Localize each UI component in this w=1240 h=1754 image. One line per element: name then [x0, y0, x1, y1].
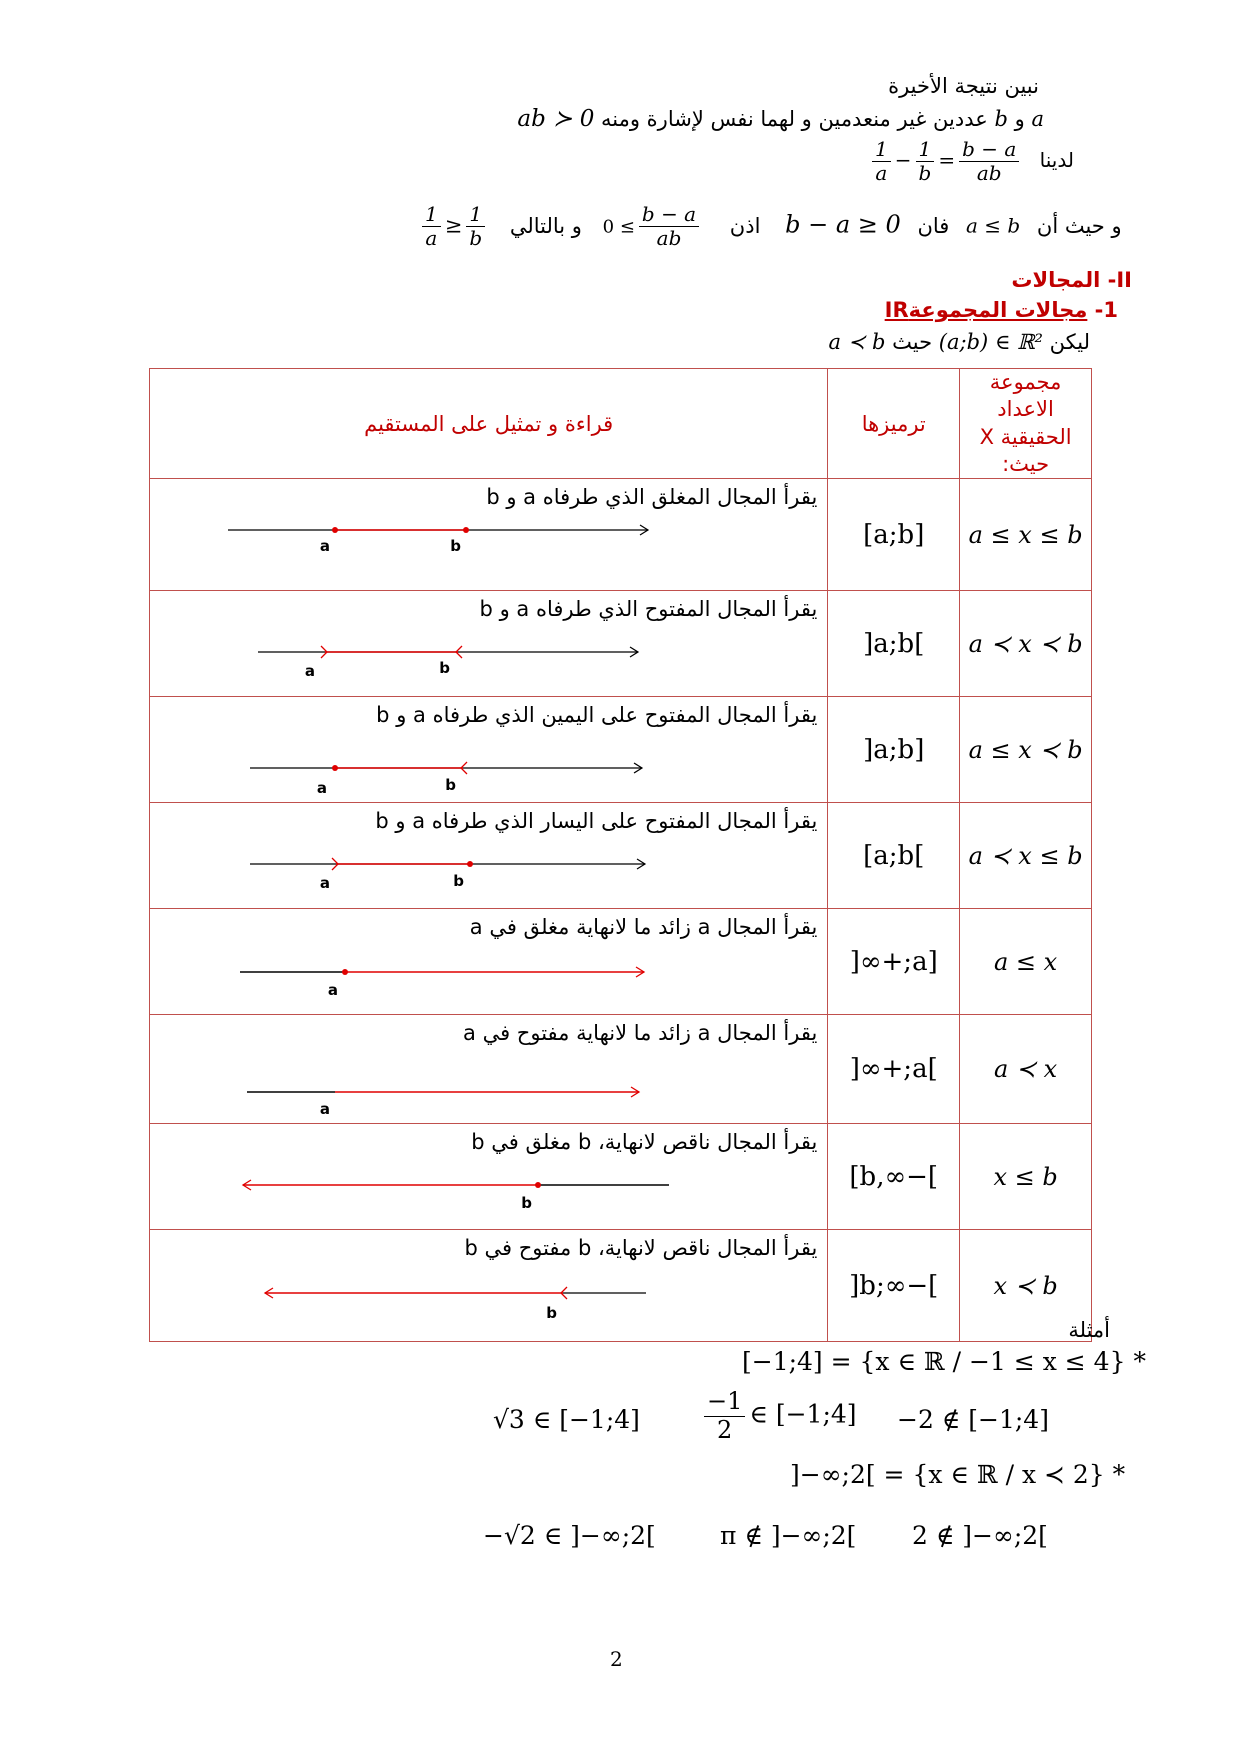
point-b-label: b — [521, 1194, 532, 1213]
row-reading — [150, 697, 828, 803]
point-b-label: b — [445, 776, 456, 795]
frac-den: b — [469, 226, 483, 250]
header-set: مجموعة الاعداد الحقيقية X حيث: — [960, 369, 1092, 479]
equals-sign: = — [938, 148, 956, 172]
frac-num: −1 — [704, 1388, 745, 1417]
intro-line-3 — [868, 138, 1074, 185]
reading-text: يقرأ المجال ناقص لانهاية، b مغلق في b — [471, 1130, 818, 1155]
reading-text: يقرأ المجال a زائد ما لانهاية مغلق في a — [469, 915, 818, 940]
minus-sign: − — [894, 148, 912, 172]
point-a-label: a — [304, 662, 315, 681]
example-2-set: ]−∞;2[ = {x ∈ ℝ / x ≺ 2} — [790, 1460, 1105, 1489]
point-b-label: b — [439, 659, 450, 678]
example-2 — [790, 1460, 1125, 1489]
let-condition: a ≺ b — [828, 330, 886, 354]
row-reading — [150, 591, 828, 697]
subsection-number: 1- — [1094, 298, 1118, 322]
example-1-c: √3 ∈ [−1;4] — [493, 1405, 640, 1434]
point-a-label: a — [327, 981, 338, 1000]
number-line-closed — [150, 478, 829, 590]
frac-num: b − a — [639, 203, 699, 227]
number-line-right-open — [150, 696, 829, 802]
word-then: فان — [917, 213, 950, 238]
table-row — [150, 479, 1092, 591]
row-symbol: ]a;b] — [828, 803, 960, 909]
point-b-label: b — [453, 872, 464, 891]
row-reading — [150, 803, 828, 909]
reading-text: يقرأ المجال المفتوح على اليسار الذي طرفاه a و b — [375, 809, 818, 834]
table-row — [150, 591, 1092, 697]
row-reading — [150, 479, 828, 591]
subsection-title — [885, 298, 1118, 322]
row-set: x ≺ b — [960, 1230, 1092, 1342]
b-minus-a-geq: b − a ≥ 0 — [785, 210, 901, 239]
frac-den: ab — [656, 226, 682, 250]
table-row — [150, 1230, 1092, 1342]
example-2-bullet: * — [1112, 1460, 1126, 1489]
section-title: II- المجالات — [1011, 268, 1132, 292]
geq-zero: ≥ 0 — [602, 216, 635, 238]
header-reading: قراءة و تمثيل على المستقيم — [150, 369, 828, 479]
row-symbol: [a;+∞[ — [828, 909, 960, 1015]
frac-num: 1 — [422, 203, 441, 227]
example-1-set: [−1;4] = {x ∈ ℝ / −1 ≤ x ≤ 4} — [742, 1347, 1126, 1376]
subsection-label-text: مجالات المجموعة — [908, 298, 1088, 322]
point-a-label: a — [319, 874, 330, 893]
point-a-label: a — [316, 779, 327, 798]
table-row — [150, 803, 1092, 909]
example-1 — [742, 1347, 1146, 1376]
number-line-a-plus-infinity-closed — [150, 908, 829, 1014]
frac-num: 1 — [872, 138, 891, 162]
example-2-c: −√2 ∈ ]−∞;2[ — [483, 1521, 656, 1550]
page-number: 2 — [610, 1647, 623, 1671]
subsection-label — [885, 298, 1088, 322]
examples-title: أمثلة — [1068, 1318, 1110, 1342]
row-set: a ≺ x — [960, 1015, 1092, 1124]
word-whereas: و حيث أن — [1036, 213, 1122, 238]
point-a-label: a — [319, 537, 330, 556]
header-symbol: ترميزها — [828, 369, 960, 479]
table-row — [150, 1124, 1092, 1230]
row-set: x ≤ b — [960, 1124, 1092, 1230]
let-pair: (a;b) ∈ ℝ² — [938, 330, 1043, 354]
frac-den: ab — [976, 161, 1002, 185]
row-set: a ≺ x ≺ b — [960, 591, 1092, 697]
frac-num: b − a — [959, 138, 1019, 162]
example-2-b: π ∉ ]−∞;2[ — [720, 1521, 857, 1550]
intro-line-2-text: عددين غير منعدمين و لهما نفس لإشارة ومنه — [601, 107, 988, 131]
row-symbol: ]a;b[ — [828, 591, 960, 697]
conj-and: و — [1014, 107, 1025, 131]
example-1-b — [700, 1388, 857, 1444]
where-word: حيث — [892, 330, 933, 354]
row-reading — [150, 1124, 828, 1230]
table-row — [150, 909, 1092, 1015]
ab-positive: ab ≻ 0 — [517, 106, 595, 132]
table-row — [150, 697, 1092, 803]
row-set: a ≤ x ≺ b — [960, 697, 1092, 803]
frac-den: a — [425, 226, 438, 250]
intro-line-2 — [517, 106, 1044, 132]
number-line-minus-infinity-b-open — [150, 1229, 829, 1341]
intro-line-4 — [418, 203, 1122, 250]
geq-sign: ≥ — [444, 213, 463, 238]
point-b-label: b — [450, 537, 461, 556]
reading-text: يقرأ المجال ناقص لانهاية، b مفتوح في b — [464, 1236, 818, 1261]
row-symbol: ]−∞,b] — [828, 1124, 960, 1230]
intro-line-1: نبين نتيجة الأخيرة — [888, 74, 1039, 98]
row-symbol: [a;b[ — [828, 697, 960, 803]
frac-den: b — [918, 161, 932, 185]
row-set: a ≤ x — [960, 909, 1092, 1015]
reading-text: يقرأ المجال المغلق الذي طرفاه a و b — [486, 485, 818, 510]
let-line — [829, 330, 1090, 354]
frac-num: 1 — [916, 138, 935, 162]
frac-num: 1 — [466, 203, 485, 227]
row-symbol: [a;b] — [828, 479, 960, 591]
a-leq-b: a ≤ b — [966, 213, 1021, 238]
var-a: a — [1031, 107, 1044, 131]
number-line-minus-infinity-b-closed — [150, 1123, 829, 1229]
example-2-a: 2 ∉ ]−∞;2[ — [912, 1521, 1048, 1550]
let-word: ليكن — [1049, 330, 1090, 354]
point-a-label: a — [319, 1100, 330, 1119]
row-reading — [150, 1015, 828, 1124]
reading-text: يقرأ المجال المفتوح الذي طرفاه a و b — [479, 597, 818, 622]
subsection-set: IR — [884, 298, 909, 322]
row-symbol: ]−∞;b[ — [828, 1230, 960, 1342]
example-1-bullet: * — [1133, 1347, 1146, 1376]
number-line-a-plus-infinity-open — [150, 1014, 829, 1123]
frac-den: a — [875, 161, 888, 185]
example-1-b-rest: ∈ [−1;4] — [749, 1399, 857, 1429]
var-b: b — [994, 107, 1008, 131]
row-set: a ≺ x ≤ b — [960, 803, 1092, 909]
row-reading — [150, 1230, 828, 1342]
table-row — [150, 1015, 1092, 1124]
reading-text: يقرأ المجال a زائد ما لانهاية مفتوح في a — [463, 1021, 818, 1046]
row-set: a ≤ x ≤ b — [960, 479, 1092, 591]
intro-line-3-label: لدينا — [1039, 148, 1074, 172]
word-so: اذن — [729, 213, 761, 238]
point-b-label: b — [546, 1304, 557, 1323]
example-1-a: −2 ∉ [−1;4] — [897, 1405, 1049, 1434]
word-hence: و بالتالي — [509, 213, 582, 238]
number-line-left-open — [150, 802, 829, 908]
row-reading — [150, 909, 828, 1015]
number-line-open — [150, 590, 829, 696]
row-symbol: ]a;+∞[ — [828, 1015, 960, 1124]
intervals-table — [149, 368, 1092, 1342]
reading-text: يقرأ المجال المفتوح على اليمين الذي طرفاه a و b — [376, 703, 818, 728]
table-header-row — [150, 369, 1092, 479]
frac-den: 2 — [717, 1415, 733, 1444]
